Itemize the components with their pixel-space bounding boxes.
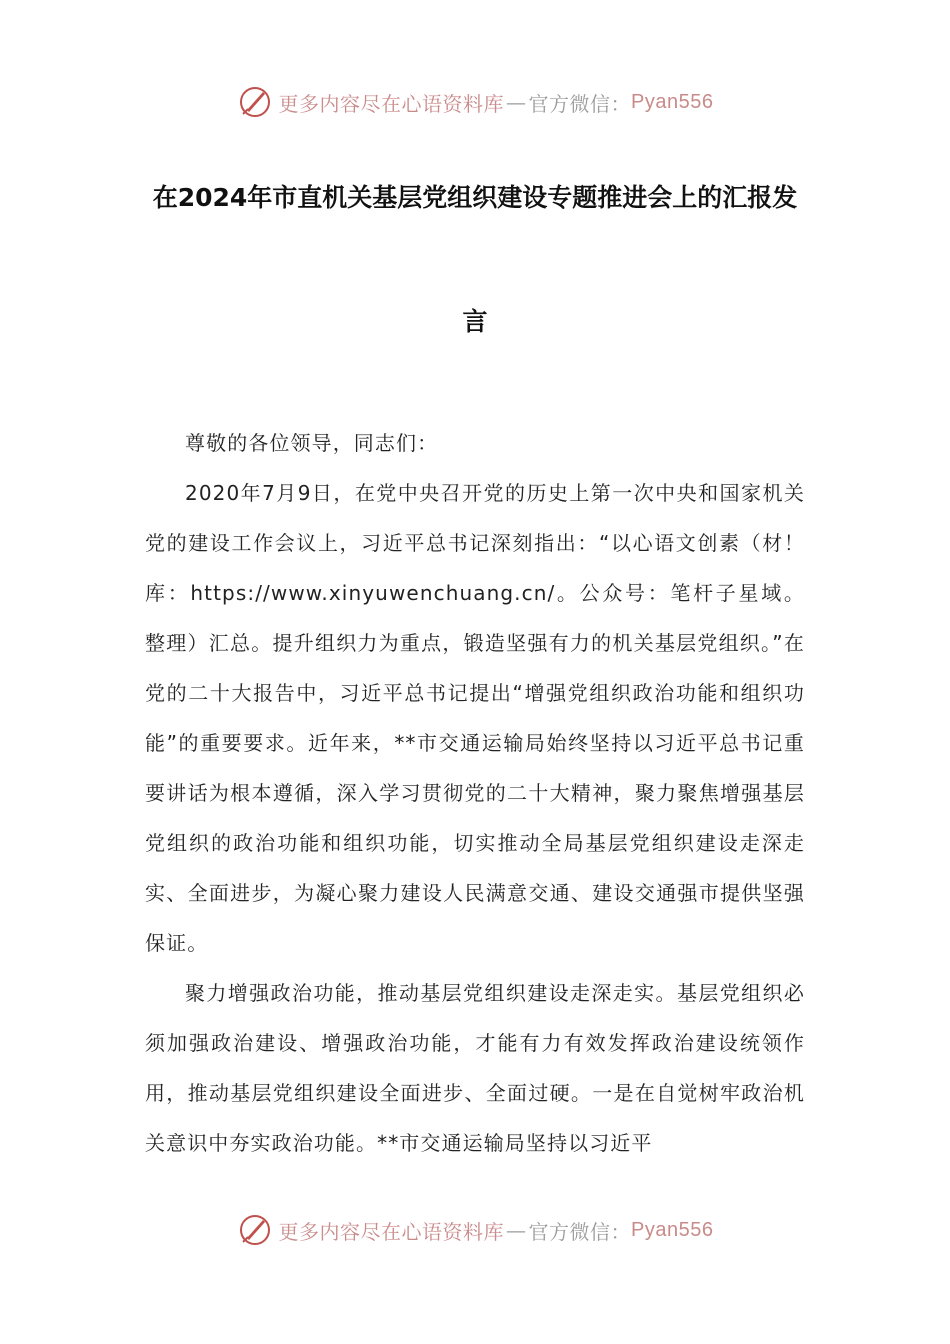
banner-text: 更多内容尽在心语资料库 (278, 1219, 505, 1244)
banner-wechat-id: Pyan556 (631, 1218, 714, 1241)
footer-watermark-banner (0, 1208, 950, 1252)
banner-wechat-label: 官方微信： (528, 91, 632, 116)
quill-logo-icon (237, 84, 273, 120)
banner-wechat-label: 官方微信： (528, 1219, 632, 1244)
banner-separator: — (506, 90, 527, 114)
document-title-line-1: 在2024年市直机关基层党组织建设专题推进会上的汇报发 (152, 183, 798, 212)
banner-wechat-id: Pyan556 (631, 90, 714, 113)
header-watermark-banner (0, 80, 950, 124)
quill-logo-icon (237, 1212, 273, 1248)
document-title-line-2: 言 (462, 307, 488, 336)
salutation-paragraph: 尊敬的各位领导，同志们： (185, 431, 439, 455)
body-paragraph: 2020年7月9日，在党中央召开党的历史上第一次中央和国家机关党的建设工作会议上，习近平总书记深刻指出：“以心语文创素（材！库：https://www.xinyuwenchuang.cn/。公众号：笔杆子星域。整理）汇总。提升组织力为重点，锻造坚强有力的机关基层党组织。”在党的二十大报告中，习近平总书记提出“增强党组织政治功能和组织功能”的重要要求。近年来，**市交通运输局始终坚持以习近平总书记重要讲话为根本遵循，深入学习贯彻党的二十大精神，聚力聚焦增强基层党组织的政治功能和组织功能，切实推动全局基层党组织建设走深走实、全面进步，为凝心聚力建设人民满意交通、建设交通强市提供坚强保证。 (145, 481, 805, 955)
banner-separator: — (506, 1218, 527, 1242)
document-body (145, 418, 805, 1168)
banner-text: 更多内容尽在心语资料库 (278, 91, 505, 116)
body-paragraph: 聚力增强政治功能，推动基层党组织建设走深走实。基层党组织必须加强政治建设、增强政治功能，才能有力有效发挥政治建设统领作用，推动基层党组织建设全面进步、全面过硬。一是在自觉树牢政治机关意识中夯实政治功能。**市交通运输局坚持以习近平 (145, 981, 805, 1155)
